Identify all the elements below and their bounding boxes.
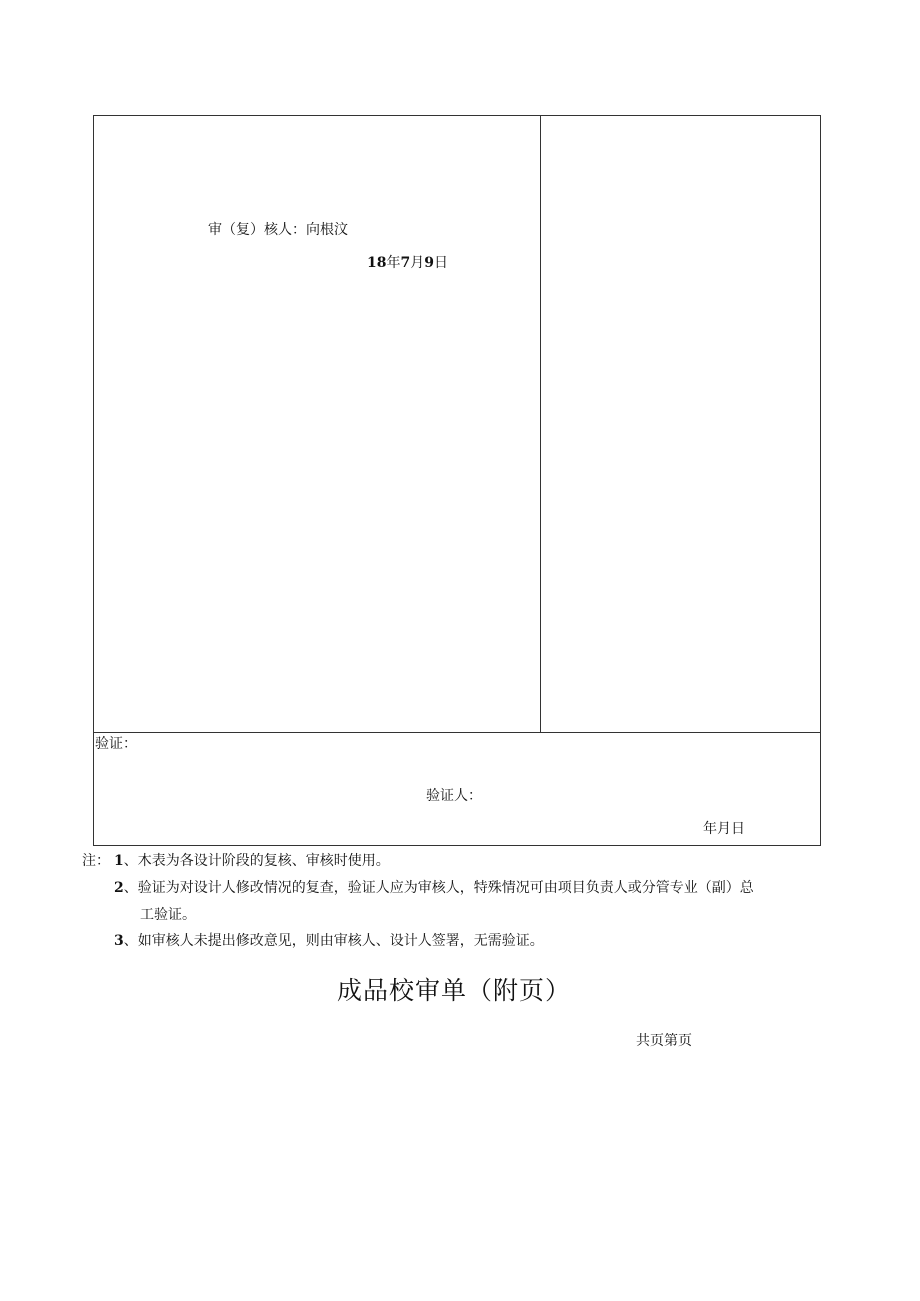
table-border-top xyxy=(93,115,821,116)
table-border-left xyxy=(93,115,94,846)
note-number: 3 xyxy=(114,933,124,949)
review-date-day: 9 xyxy=(424,255,434,271)
reviewer-name: 向根汶 xyxy=(306,222,348,238)
table-border-bottom xyxy=(93,845,821,846)
note-text: 验证为对设计人修改情况的复查，验证人应为审核人，特殊情况可由项目负责人或分管专业（副）总 xyxy=(137,880,754,896)
note-item-2 xyxy=(114,881,754,895)
note-text: 木表为各设计阶段的复核、审核时使用。 xyxy=(137,853,390,869)
verification-label: 验证： xyxy=(95,736,137,752)
appendix-title: 成品校审单（附页） xyxy=(337,976,572,1005)
reviewer-signature xyxy=(208,223,348,237)
reviewer-label: 审（复）核人： xyxy=(208,222,306,238)
review-date-year-unit: 年 xyxy=(386,255,401,271)
note-separator: 、 xyxy=(123,880,138,896)
note-item-2-continuation: 工验证。 xyxy=(140,907,196,923)
verification-date-label: 年月日 xyxy=(703,821,745,837)
review-date-month-unit: 月 xyxy=(410,255,425,271)
note-separator: 、 xyxy=(123,933,138,949)
verifier-label: 验证人： xyxy=(426,788,482,804)
table-border-right xyxy=(820,115,821,846)
table-column-divider xyxy=(540,115,541,732)
note-text: 如审核人未提出修改意见，则由审核人、设计人签署，无需验证。 xyxy=(137,933,544,949)
note-item-1 xyxy=(114,854,390,868)
table-row-divider xyxy=(93,732,821,733)
review-date-day-unit: 日 xyxy=(433,255,448,271)
review-date-month: 7 xyxy=(400,255,411,271)
note-number: 2 xyxy=(114,880,124,896)
review-date-year: 18 xyxy=(367,255,387,271)
note-separator: 、 xyxy=(123,853,138,869)
note-item-3 xyxy=(114,934,544,948)
review-date xyxy=(367,256,448,270)
page-count-label: 共页第页 xyxy=(636,1033,692,1049)
notes-prefix: 注： xyxy=(82,853,110,869)
note-number: 1 xyxy=(114,853,124,869)
